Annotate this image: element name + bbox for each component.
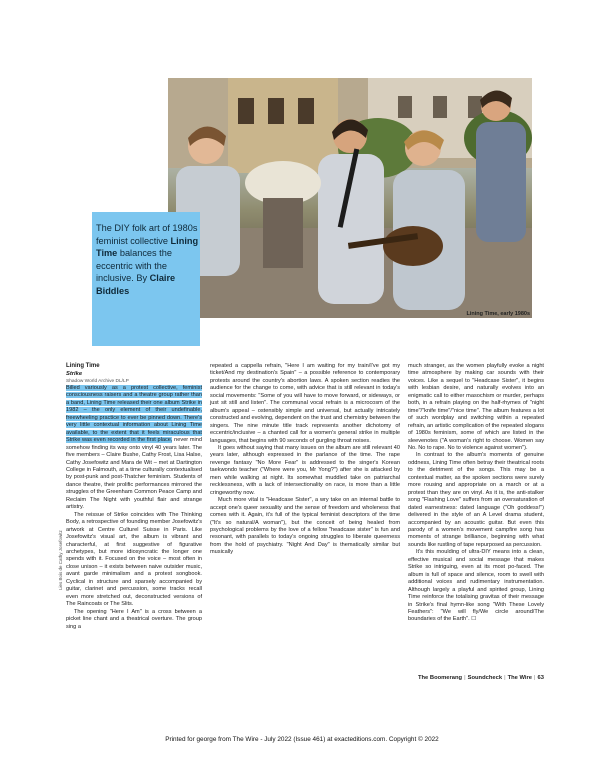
footer-section-boomerang: The Boomerang <box>417 675 463 681</box>
footer-section-soundcheck: Soundcheck <box>467 675 503 681</box>
standfirst-text-1: The DIY folk art of 1980s feminist collective <box>96 223 198 246</box>
review-label-info: Shadow World Archive DL/LP <box>66 379 129 384</box>
paragraph: Much more vital is "Headcase Sister", a wry take on an internal battle to accept one's queer sexuality and the sense of freedom and wholeness that comes with it. Again, it's full of the typical feminist descriptors of the time ("It's so natural/A woman"), but the conceit of being healed from psychological problems by the love of a fellow "headcase sister" is fun and resonant, with parallels to today's ongoing struggles to liberate queerness from the hold of psychiatry. "Night And Day" is thematically similar but musically <box>210 497 400 556</box>
standfirst-band-name: Lining Time <box>96 235 199 258</box>
paragraph: It goes without saying that many issues on the album are still relevant 40 years later, although expressed in the parlance of the time. The rape revenge fantasy "No More Fear" is addressed to the singer's Korean taekwondo teacher ("Where were you, Mr Yong?") after she is attacked by men while walking at night. Its somewhat muddled take on patriarchal recklessness, with a lack of intersectionality on race, is more than a little cringeworthy now. <box>210 444 400 496</box>
photo-caption: Lining Time, early 1980s <box>466 311 530 317</box>
footer-magazine-name: The Wire <box>507 675 533 681</box>
article-column-1 <box>66 363 202 631</box>
standfirst-background-strip <box>178 298 200 346</box>
highlighted-text: Billed variously as a protest collective, feminist consciousness raisers and a theatre group rather than a band, Lining Time released their one album Strike in 1982 – the only element of their undefinable, freewheeling practice to ever be pinned down. There's very little contextual information about Lining Time available, to the extent that it feels miraculous that Strike was even recorded in the first place, <box>66 385 202 444</box>
standfirst-author: Claire Biddles <box>96 273 176 296</box>
print-notice: Printed for george from The Wire - July 2022 (Issue 461) at exacteditions.com. Copyright © 2022 <box>165 736 439 743</box>
article-column-2 <box>210 363 400 557</box>
review-band-title: Lining Time <box>66 363 100 369</box>
paragraph: The reissue of Strike coincides with The Thinking Body, a retrospective of founding member Josefowitz's artwork at Centre Culturel Suisse in Paris. Like Josefowitz's visual art, the album is vibrant and characterful, at first suggestive of figurative archetypes, but more idiosyncratic the longer one spends with it. Focused on the voice – most often in close unison – it exists between naive outsider music, avant garde minimalism and a protest songbook. Cyclical in structure and sparsely accompanied by guitar, clarinet and percussion, some tracks recall even more stretched out, deconstructed versions of The Raincoats or The Slits. <box>66 511 202 608</box>
paragraph: In contrast to the album's moments of genuine oddness, Lining Time often betray their theatrical roots to the detriment of the songs. This may be a contextual matter, as the spoken sections were surely more rousing and appropriate on a march or at a protest than they are on vinyl. As it is, the anti-stalker song "Flashing Love" suffers from an oversaturation of dated earnestness: dated language ("Oh goddess!") delivered in the style of an A Level drama student, accompanied by an acoustic guitar. But even this parody of a women's movement campfire song has moments of strange brilliance, beginning with what sounds like rustling of tape repurposed as percussion. <box>408 452 544 548</box>
paragraph: much stranger, as the women playfully evoke a night time atmosphere by making car sounds with their voices. Like a sequel to "Headcase Sister", it begins with lesbian desire, and naturally evolves into an enigmatic call to either masochism or murder, perhaps both, in a refrain playing on the half-rhymes of "night time"/"knife time"/"nice time". The album features a lot of such wordplay and switching within a repeated refrain, an artistic complication of the repeated slogans of 1980s feminism, some of which are listed in the sleevenotes ("A woman's right to choose. Women say No. No to rape. No to violence against women"). <box>408 363 544 451</box>
band-photo <box>168 78 532 318</box>
paragraph: repeated a cappella refrain, "Here I am waiting for my train/I've got my ticket/And my destination's Spain" – a possible reference to contemporary protests around the country's abortion laws. A spoken section readies the audience for the change to come, with advice that is still relevant in today's social movements: "Some of you will have to move forward, or sideways, or just sit still and listen". The communal vocal refrain is a microcosm of the album's appeal – ostensibly simple and universal, but actually intricately constructed and evolving, dependent on the trust and chemistry between the singers. The nine minute title track represents another dichotomy of eccentric/inclusive – a chanted call for a women's general strike in multiple languages, that begins with 90 seconds of gurgling throat noises. <box>210 363 400 444</box>
band-photo-illustration <box>168 78 532 318</box>
standfirst-text-2: balances the eccentric with the inclusive. By <box>96 248 172 283</box>
article-column-3 <box>408 363 544 624</box>
paragraph <box>66 385 202 512</box>
page-number: 63 <box>537 675 544 681</box>
paragraph: It's this moulding of ultra-DIY means into a clean, effective musical and social message that makes Strike so intriguing, even at its most po-faced. The album is full of space and silence, room to swell with additional voices and rudimentary instrumentation. Although largely a playful and spirited group, Lining Time reinforce the totalising gravitas of their message in Strike's final hymn-like song "With These Lovely Feathers": "We will fly/We circle around/The boundaries of the Earth". ☐ <box>408 549 544 623</box>
standfirst <box>96 222 206 297</box>
page-footer: The Boomerang | Soundcheck | The Wire | 63 <box>417 675 544 681</box>
paragraph-text: never mind somehow finding its way onto vinyl 40 years later. The five members – Claire Bushe, Cathy Frost, Lisa Halse, Cathy Josefowitz and Mara de Wit – met at Dartington College in Falmouth, at a time culturally contextualised by post-punk and post-Thatcher feminism. Students of dance theatre, their prolific performances mirrored the struggles of the Greenham Common Peace Camp and Reclaim The Night with youthful flair and strange artistry. <box>66 437 202 511</box>
review-album-title: Strike <box>66 370 83 377</box>
paragraph: The opening "Here I Am" is a cross between a picket line chant and a theatrical overture. The group sing a <box>66 608 202 630</box>
photo-credit: Lies Bois de Cathy Josefowitz <box>58 530 63 590</box>
